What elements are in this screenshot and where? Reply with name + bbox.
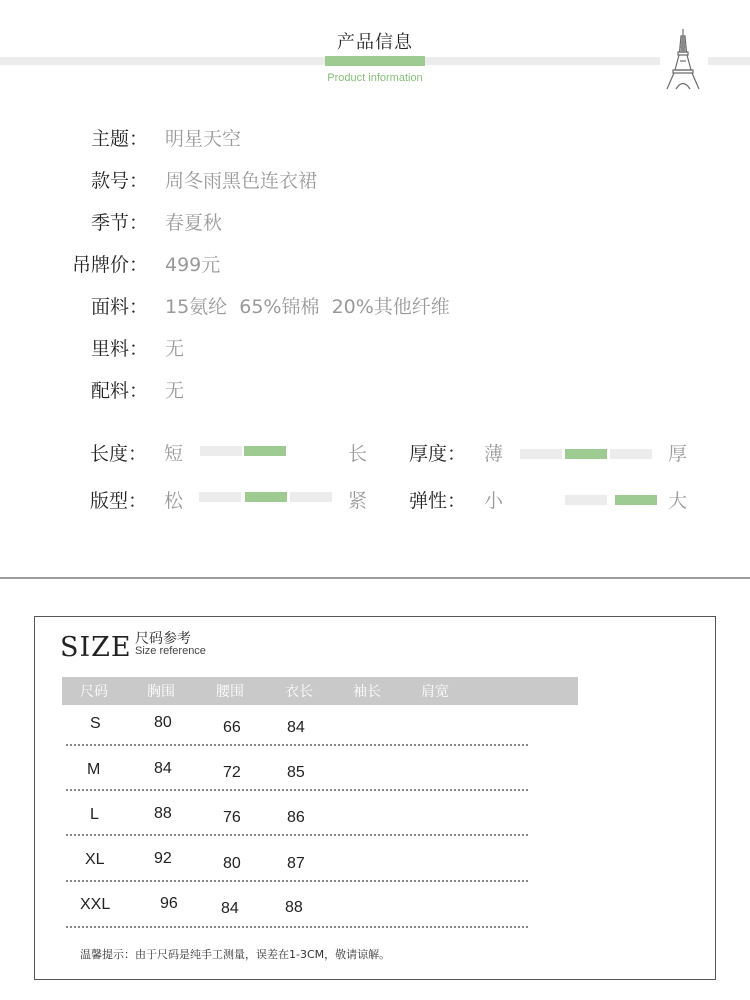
scale-segment <box>199 492 241 502</box>
scale-segment-active <box>244 446 286 456</box>
feature-label-length: 长度： <box>90 443 148 465</box>
table-cell-length: 88 <box>285 899 303 916</box>
table-cell-size: XXL <box>80 896 111 913</box>
scale-segment <box>610 449 652 459</box>
table-cell-length: 85 <box>287 764 305 781</box>
section-divider <box>0 577 750 579</box>
info-value-lining: 无 <box>165 338 185 360</box>
scale-segment-active <box>245 492 287 502</box>
table-cell-length: 84 <box>287 719 305 736</box>
info-label-season: 季节： <box>90 212 148 234</box>
scale-segment <box>200 446 242 456</box>
header-accent-bar <box>325 56 425 66</box>
header-shoulder: 肩宽 <box>421 684 449 700</box>
info-value-fabric: 15氨纶 65%锦棉 20%其他纤维 <box>165 296 450 318</box>
table-cell-waist: 72 <box>223 764 241 781</box>
row-separator <box>66 926 528 928</box>
feature-low-thickness: 薄 <box>484 443 504 465</box>
table-cell-waist: 80 <box>223 855 241 872</box>
feature-high-thickness: 厚 <box>668 443 688 465</box>
info-label-theme: 主题： <box>90 128 148 150</box>
table-cell-size: S <box>90 715 101 732</box>
feature-high-elasticity: 大 <box>668 490 688 512</box>
info-value-price: 499元 <box>165 254 221 276</box>
scale-segment-active <box>565 449 607 459</box>
table-cell-bust: 88 <box>154 805 172 822</box>
table-cell-waist: 84 <box>221 900 239 917</box>
eiffel-tower-icon <box>664 28 702 90</box>
size-title-en: Size reference <box>135 645 206 657</box>
feature-label-fit: 版型： <box>90 490 148 512</box>
scale-segment-active <box>615 495 657 505</box>
header-waist: 腰围 <box>216 684 244 700</box>
feature-low-length: 短 <box>164 443 184 465</box>
section-subtitle: Product information <box>327 72 423 84</box>
info-label-lining: 里料： <box>90 338 148 360</box>
info-label-fabric: 面料： <box>90 296 148 318</box>
table-cell-bust: 84 <box>154 760 172 777</box>
table-cell-size: XL <box>85 851 105 868</box>
size-title: SIZE <box>60 632 132 663</box>
size-table-header <box>62 677 578 705</box>
size-tip-note: 温馨提示：由于尺码是纯手工测量，误差在1-3CM，敬请谅解。 <box>80 948 391 961</box>
table-cell-size: M <box>87 761 101 778</box>
info-value-style-no: 周冬雨黑色连衣裙 <box>165 170 318 192</box>
scale-segment <box>520 449 562 459</box>
info-value-accessories: 无 <box>165 380 185 402</box>
scale-segment <box>565 495 607 505</box>
feature-high-fit: 紧 <box>348 490 368 512</box>
scale-segment <box>290 492 332 502</box>
section-title: 产品信息 <box>337 32 413 53</box>
info-value-theme: 明星天空 <box>165 128 242 150</box>
feature-high-length: 长 <box>348 443 368 465</box>
info-value-season: 春夏秋 <box>165 212 223 234</box>
size-title-cn: 尺码参考 <box>135 631 191 647</box>
table-cell-length: 87 <box>287 855 305 872</box>
table-cell-bust: 92 <box>154 850 172 867</box>
info-label-accessories: 配料： <box>90 380 148 402</box>
feature-label-thickness: 厚度： <box>409 443 467 465</box>
table-cell-size: L <box>90 806 99 823</box>
row-separator <box>66 789 528 791</box>
row-separator <box>66 744 528 746</box>
table-cell-length: 86 <box>287 809 305 826</box>
info-label-style-no: 款号： <box>90 170 148 192</box>
table-cell-waist: 76 <box>223 809 241 826</box>
row-separator <box>66 880 528 882</box>
header-sleeve: 袖长 <box>353 684 381 700</box>
row-separator <box>66 834 528 836</box>
feature-low-fit: 松 <box>164 490 184 512</box>
feature-label-elasticity: 弹性： <box>409 490 467 512</box>
table-cell-waist: 66 <box>223 719 241 736</box>
header-size: 尺码 <box>80 684 108 700</box>
header-rule-right <box>708 57 750 65</box>
info-label-price: 吊牌价： <box>71 254 148 276</box>
table-cell-bust: 80 <box>154 714 172 731</box>
feature-low-elasticity: 小 <box>484 490 504 512</box>
table-cell-bust: 96 <box>160 895 178 912</box>
header-bust: 胸围 <box>147 684 175 700</box>
header-length: 衣长 <box>285 684 313 700</box>
